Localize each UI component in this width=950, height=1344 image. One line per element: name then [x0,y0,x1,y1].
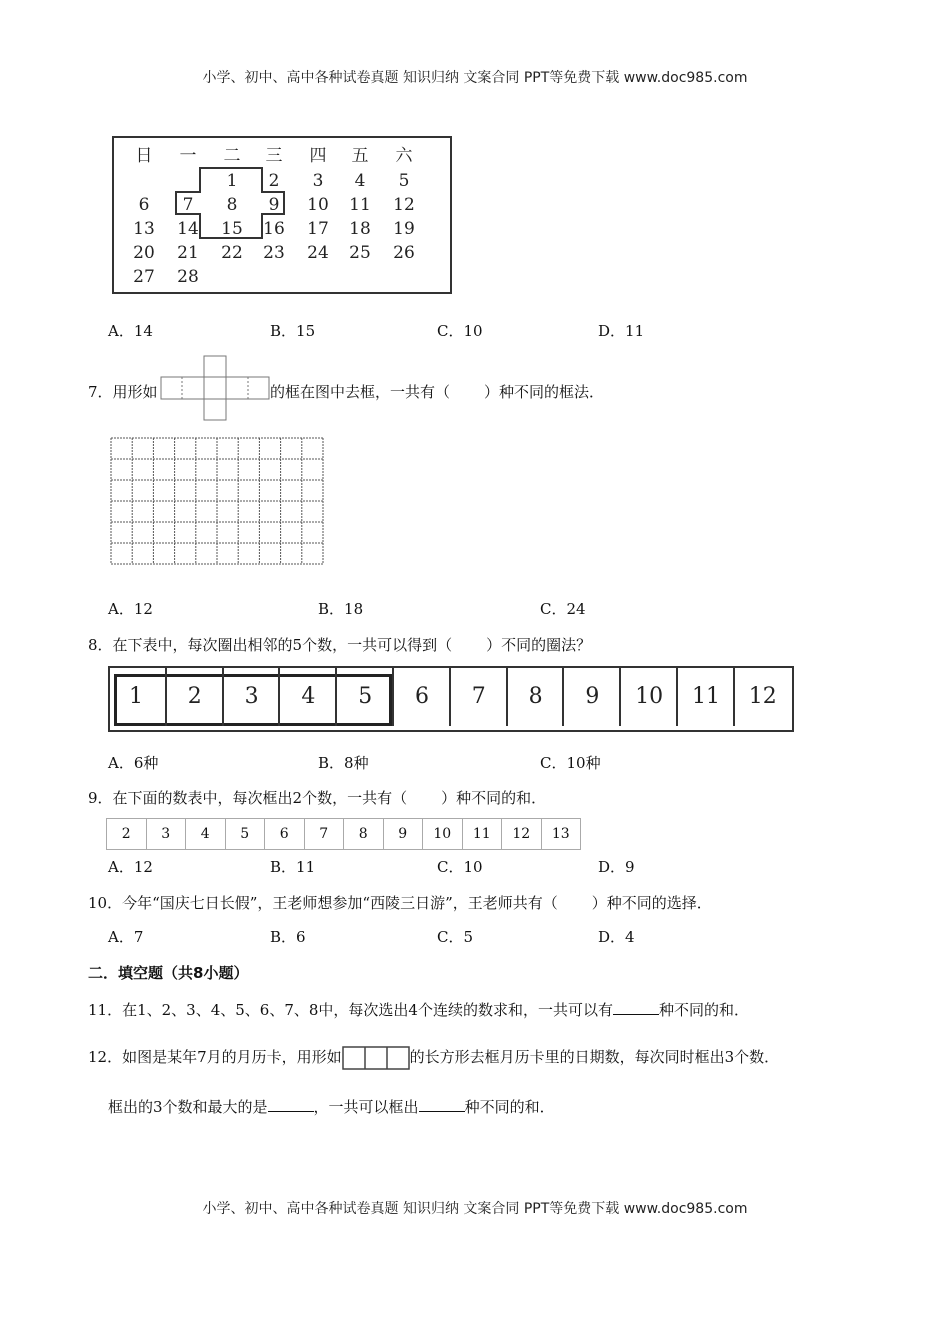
row-number-cell: 1 [129,684,143,709]
calendar-weekday: 四 [309,146,327,166]
q10-text-a: 10．今年“国庆七日长假”，王老师想参加“西陵三日游”，王老师共有（ [88,894,558,912]
q9-text-b: ）种不同的和． [441,789,547,807]
table-cell: 9 [383,819,423,850]
calendar-date: 24 [307,243,329,263]
q12-line2-a: 框出的3个数和最大的是 [108,1098,268,1116]
q9-option-a[interactable]: A．12 [108,858,153,876]
table-cell: 6 [265,819,305,850]
calendar-date: 7 [182,195,194,215]
calendar-weekday: 六 [395,146,413,166]
q7-text [270,383,604,401]
calendar-date: 21 [177,243,199,263]
calendar-date: 16 [263,219,285,239]
page-footer: 小学、初中、高中各种试卷真题 知识归纳 文案合同 PPT等免费下载 www.doc985.com [202,1201,748,1217]
table-cell: 4 [186,819,226,850]
three-box-shape-icon [342,1046,410,1070]
calendar-date: 17 [307,219,329,239]
calendar-date: 6 [138,195,150,215]
row-number-cell: 3 [222,668,280,726]
calendar-date: 4 [354,171,366,191]
calendar-date: 23 [263,243,285,263]
calendar-date: 18 [349,219,371,239]
calendar-date: 19 [393,219,415,239]
calendar-date: 10 [307,195,329,215]
table-cell: 10 [423,819,463,850]
calendar-weekday: 五 [351,146,369,166]
calendar-date: 2 [268,171,280,191]
q11-text [88,1000,749,1019]
q12-blank-1[interactable] [268,1097,314,1112]
calendar-date: 26 [393,243,415,263]
q8-option-c[interactable]: C．10种 [540,754,601,772]
calendar-date: 8 [226,195,238,215]
q12-text-b: 的长方形去框月历卡里的日期数，每次同时框出3个数． [409,1048,780,1066]
table-cell: 11 [462,819,502,850]
q12-text-a: 12．如图是某年7月的月历卡，用形如 [88,1048,342,1066]
q8-text-b: ）不同的圈法？ [486,636,592,654]
table-cell: 2 [107,819,147,850]
q10-text [88,894,712,912]
q7-prefix: 7．用形如 [88,383,158,401]
calendar-date: 13 [133,219,155,239]
calendar-figure [110,134,456,300]
q12-line2-c: 种不同的和． [464,1098,555,1116]
q6-option-b[interactable]: B．15 [270,322,316,340]
calendar-date: 3 [312,171,324,191]
q7-text-a: 的框在图中去框，一共有（ [270,383,451,401]
q8-option-b[interactable]: B．8种 [318,754,369,772]
table-cell: 7 [304,819,344,850]
q11-blank[interactable] [613,1000,659,1015]
row-number-cell: 10 [619,668,677,726]
number-row-figure [108,666,792,732]
q10-option-c[interactable]: C．5 [437,928,474,946]
q8-option-a[interactable]: A．6种 [108,754,159,772]
q9-text [88,789,546,807]
calendar-date: 20 [133,243,155,263]
row-number-cell: 12 [733,668,791,726]
q7-option-a[interactable]: A．12 [108,600,153,618]
table-cell: 12 [502,819,542,850]
table-cell: 3 [146,819,186,850]
q6-option-a[interactable]: A．14 [108,322,153,340]
q6-option-d[interactable]: D．11 [598,322,645,340]
calendar-weekday: 日 [135,146,153,166]
row-number-cell: 6 [392,668,450,726]
q7-option-c[interactable]: C．24 [540,600,586,618]
calendar-date: 5 [398,171,410,191]
calendar-weekday: 二 [223,146,241,166]
row-number-cell: 5 [335,668,393,726]
calendar-date: 9 [268,195,280,215]
q12-blank-2[interactable] [419,1097,465,1112]
q9-number-table [106,818,581,850]
calendar-date: 28 [177,267,199,287]
q7-text-b: ）种不同的框法． [484,383,605,401]
q12-line2-b: ，一共可以框出 [313,1098,419,1116]
calendar-date: 22 [221,243,243,263]
q7-option-b[interactable]: B．18 [318,600,364,618]
q9-text-a: 9．在下面的数表中，每次框出2个数，一共有（ [88,789,408,807]
section-title: 二．填空题（共8小题） [88,964,249,982]
q12-text [88,1046,779,1070]
table-cell: 8 [344,819,384,850]
q10-option-d[interactable]: D．4 [598,928,635,946]
row-number-cell: 4 [278,668,336,726]
row-number-cell: 9 [562,668,620,726]
table-cell: 13 [541,819,581,850]
q8-text [88,636,591,654]
q12-line2 [108,1097,555,1116]
calendar-date: 25 [349,243,371,263]
calendar-date: 27 [133,267,155,287]
row-number-cell: 8 [506,668,564,726]
q9-option-c[interactable]: C．10 [437,858,483,876]
q8-text-a: 8．在下表中，每次圈出相邻的5个数，一共可以得到（ [88,636,453,654]
q11-text-a: 11．在1、2、3、4、5、6、7、8中，每次选出4个连续的数求和，一共可以有 [88,1001,613,1019]
q9-option-d[interactable]: D．9 [598,858,635,876]
grid-figure [110,437,324,565]
calendar-weekday: 三 [265,146,283,166]
cross-shape-icon [160,355,270,421]
q10-text-b: ）种不同的选择． [591,894,712,912]
table-cell: 5 [225,819,265,850]
calendar-weekday: 一 [179,146,197,166]
q6-option-c[interactable]: C．10 [437,322,483,340]
q11-text-b: 种不同的和． [658,1001,749,1019]
row-number-cell: 7 [449,668,507,726]
page-header: 小学、初中、高中各种试卷真题 知识归纳 文案合同 PPT等免费下载 www.doc985.com [202,70,748,86]
row-number-cell: 11 [676,668,734,726]
calendar-date: 14 [177,219,199,239]
calendar-date: 11 [349,195,371,215]
q10-option-a[interactable]: A．7 [108,928,144,946]
q10-option-b[interactable]: B．6 [270,928,306,946]
calendar-date: 12 [393,195,415,215]
calendar-date: 15 [221,219,243,239]
row-number-cell: 2 [165,668,223,726]
calendar-date: 1 [226,171,238,191]
q9-option-b[interactable]: B．11 [270,858,316,876]
